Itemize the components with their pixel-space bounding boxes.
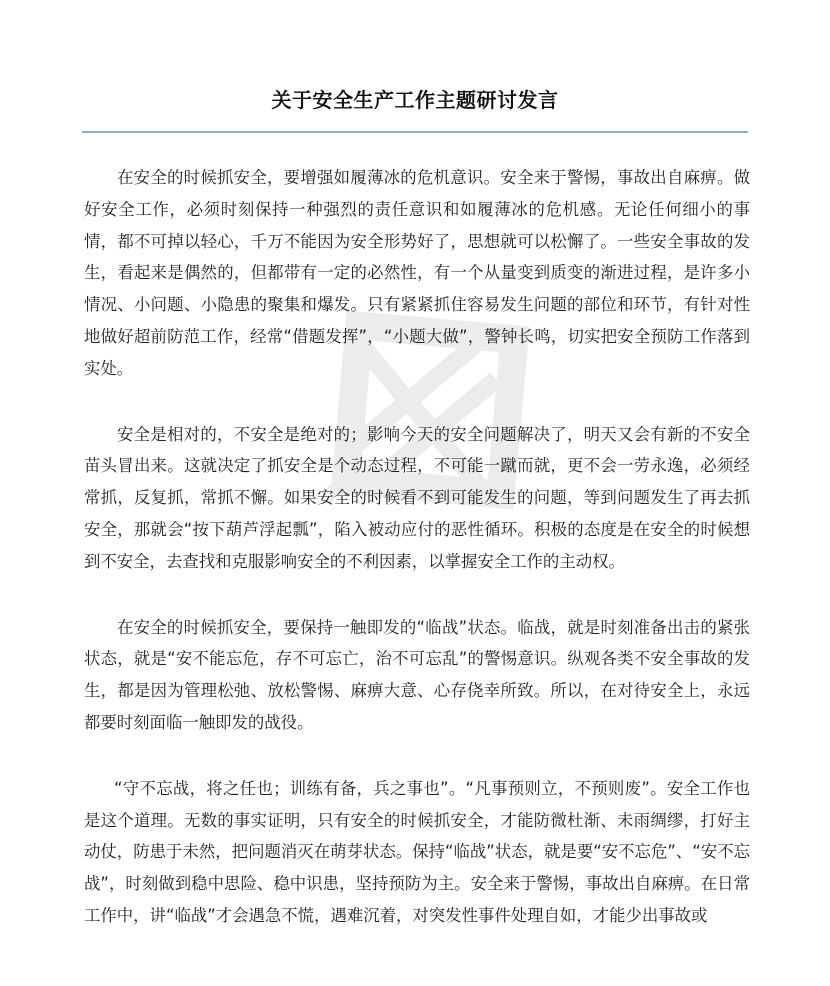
document-title: 关于安全生产工作主题研讨发言	[271, 88, 559, 112]
paragraph-4: “守不忘战，将之任也；训练有备，兵之事也”。“凡事预则立，不预则废”。安全工作也是这个道理。无数的事实证明，只有安全的时候抓安全，才能防微杜渐、未雨绸缪，打好主动仗，防患于未然，把问题消灭在萌芽状态。保持“临战”状态，就是要“安不忘危”、“安不忘战”，时刻做到稳中思险、稳中识患，坚持预防为主。安全来于警惕，事故出自麻痹。在日常工作中，讲“临战”才会遇急不慌，遇难沉着，对突发性事件处理自如，才能少出事故或	[84, 778, 750, 925]
document-body	[84, 162, 750, 966]
paragraph-3: 在安全的时候抓安全，要保持一触即发的“临战”状态。临战，就是时刻准备出击的紧张状态，就是“安不能忘危，存不可忘亡，治不可忘乱”的警惕意识。纵观各类不安全事故的发生，都是因为管理松弛、放松警惕、麻痹大意、心存侥幸所致。所以，在对待安全上，永远都要时刻面临一触即发的战役。	[84, 617, 750, 732]
title-divider	[82, 131, 748, 133]
paragraph-2: 安全是相对的，不安全是绝对的；影响今天的安全问题解决了，明天又会有新的不安全苗头冒出来。这就决定了抓安全是个动态过程，不可能一蹴而就，更不会一劳永逸，必须经常抓，反复抓，常抓不懈。如果安全的时候看不到可能发生的问题，等到问题发生了再去抓安全，那就会“按下葫芦浮起瓢”，陷入被动应付的恶性循环。积极的态度是在安全的时候想到不安全，去查找和克服影响安全的不利因素，以掌握安全工作的主动权。	[84, 424, 750, 571]
paragraph-1: 在安全的时候抓安全，要增强如履薄冰的危机意识。安全来于警惕，事故出自麻痹。做好安全工作，必须时刻保持一种强烈的责任意识和如履薄冰的危机感。无论任何细小的事情，都不可掉以轻心，千万不能因为安全形势好了，思想就可以松懈了。一些安全事故的发生，看起来是偶然的，但都带有一定的必然性，有一个从量变到质变的渐进过程，是许多小情况、小问题、小隐患的聚集和爆发。只有紧紧抓住容易发生问题的部位和环节，有针对性地做好超前防范工作，经常“借题发挥”，“小题大做”，警钟长鸣，切实把安全预防工作落到实处。	[84, 168, 750, 378]
